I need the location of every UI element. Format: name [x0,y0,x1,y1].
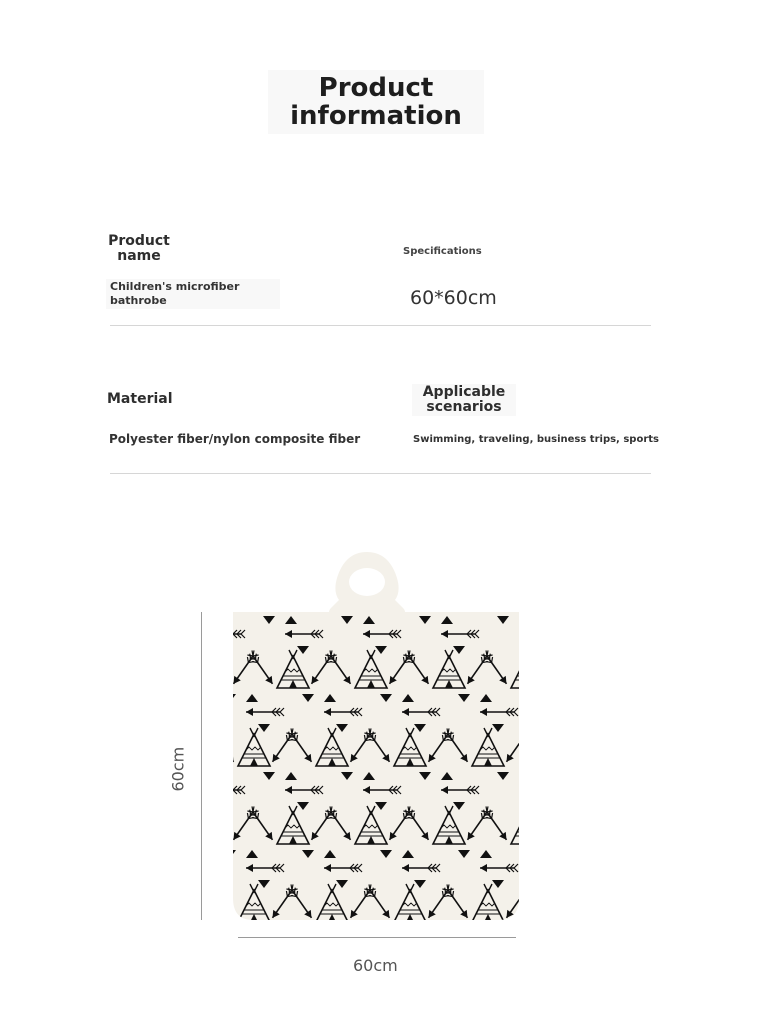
product-name-label-line-2: name [117,248,161,264]
arrow-motif [520,884,523,920]
product-name-value-line-1: Children's microfiber [110,280,240,293]
height-dimension-label: 60cm [168,746,188,792]
triangle-motif [519,616,523,624]
applicable-label-line-2: scenarios [426,399,502,415]
product-name-value-line-2: bathrobe [110,294,167,307]
width-dimension-line [238,937,516,938]
triangle-motif [519,772,523,780]
arrow-motif [519,630,523,638]
title-line-1: Product [318,73,434,103]
material-label: Material [107,391,173,407]
applicable-scenarios-label [412,384,516,416]
height-dimension-line [201,612,202,920]
page-title [268,70,484,134]
applicable-label-line-1: Applicable [422,384,506,400]
width-dimension-label: 60cm [353,956,398,975]
material-value: Polyester fiber/nylon composite fiber [109,432,361,446]
towel-illustration [233,548,523,928]
arrow-motif [519,786,523,794]
product-dimension-figure [160,540,560,1000]
applicable-scenarios-value: Swimming, traveling, business trips, sports [413,434,659,445]
product-name-label [106,234,172,264]
arrow-motif [520,728,523,764]
divider [110,473,651,474]
product-name-label-line-1: Product [108,233,170,249]
divider [110,325,651,326]
towel-body [233,552,523,928]
specifications-label: Specifications [403,246,482,257]
title-line-2: information [290,101,462,131]
product-name-value [106,279,280,309]
specifications-value: 60*60cm [410,287,497,309]
